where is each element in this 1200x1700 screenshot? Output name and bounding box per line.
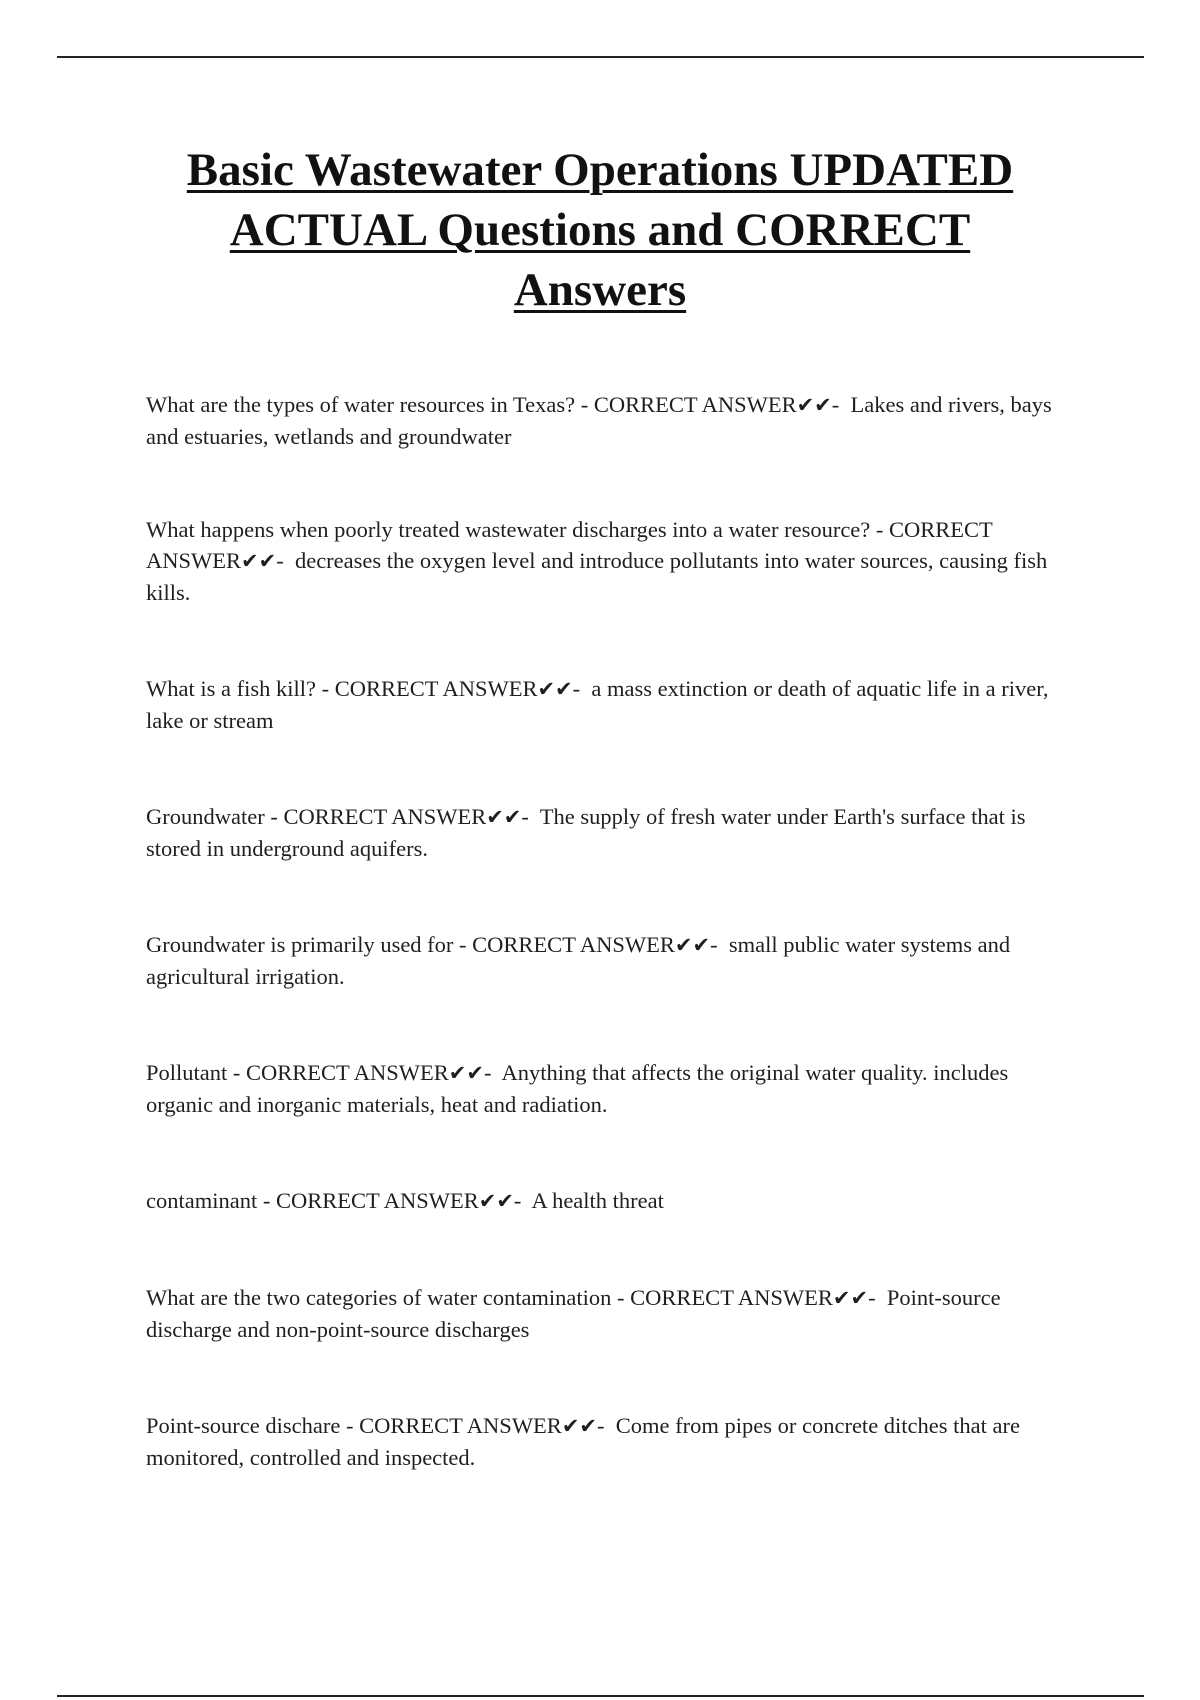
question-text: What are the types of water resources in Texas? -	[146, 392, 589, 417]
checkmark-icon: ✔✔	[486, 805, 522, 829]
question-text: What is a fish kill? -	[146, 676, 330, 701]
question-text: Groundwater is primarily used for -	[146, 932, 467, 957]
checkmark-icon: ✔✔	[478, 1189, 514, 1213]
question-text: What happens when poorly treated wastewater discharges into a water resource? -	[146, 517, 884, 542]
checkmark-icon: ✔✔	[561, 1414, 598, 1438]
answer-text: a mass extinction or death of aquatic life in a river, lake or stream	[146, 676, 1049, 733]
answer-marker: CORRECT ANSWER	[630, 1285, 833, 1310]
checkmark-icon: ✔✔	[448, 1061, 484, 1085]
answer-text: The supply of fresh water under Earth's surface that is stored in underground aquifers.	[146, 804, 1026, 861]
document-title-text: Basic Wastewater Operations UPDATED ACTUAL Questions and CORRECT Answers	[186, 144, 1014, 316]
answer-marker: CORRECT ANSWER	[334, 676, 538, 701]
qa-item: What are the types of water resources in Texas? - CORRECT ANSWER✔✔- Lakes and rivers, bays and estuaries, wetlands and groundwater	[146, 392, 1052, 449]
answer-text: decreases the oxygen level and introduce pollutants into water sources, causing fish kills.	[146, 548, 1048, 605]
answer-text: Lakes and rivers, bays and estuaries, wetlands and groundwater	[146, 392, 1052, 449]
answer-marker: CORRECT ANSWER	[593, 392, 797, 417]
checkmark-icon: ✔✔	[537, 677, 573, 701]
answer-marker: CORRECT ANSWER	[275, 1188, 479, 1213]
qa-item: Pollutant - CORRECT ANSWER✔✔- Anything that affects the original water quality. includes organic and inorganic materials, heat and radiation.	[146, 1060, 1009, 1117]
checkmark-icon: ✔✔	[832, 1286, 869, 1310]
qa-item: What is a fish kill? - CORRECT ANSWER✔✔- a mass extinction or death of aquatic life in a river, lake or stream	[146, 676, 1049, 733]
qa-item: What are the two categories of water contamination - CORRECT ANSWER✔✔- Point-source discharge and non-point-source discharges	[146, 1285, 1001, 1342]
question-text: Pollutant -	[146, 1060, 241, 1085]
qa-item: Groundwater is primarily used for - CORRECT ANSWER✔✔- small public water systems and agricultural irrigation.	[146, 932, 1011, 989]
answer-text: A health threat	[531, 1188, 664, 1213]
answer-text: Come from pipes or concrete ditches that are monitored, controlled and inspected.	[146, 1413, 1020, 1470]
answer-text: Anything that affects the original water quality. includes organic and inorganic materials, heat and radiation.	[146, 1060, 1009, 1117]
qa-item: Groundwater - CORRECT ANSWER✔✔- The supply of fresh water under Earth's surface that is stored in underground aquifers.	[146, 804, 1026, 861]
top-rule	[57, 56, 1144, 58]
answer-marker: CORRECT ANSWER	[246, 1060, 449, 1085]
checkmark-icon: ✔✔	[674, 933, 711, 957]
answer-marker: CORRECT ANSWER	[146, 517, 993, 573]
bottom-rule	[57, 1695, 1144, 1697]
question-text: contaminant -	[146, 1188, 271, 1213]
checkmark-icon: ✔✔	[796, 393, 832, 417]
answer-marker: CORRECT ANSWER	[359, 1413, 562, 1438]
checkmark-icon: ✔✔	[241, 549, 277, 573]
answer-text: Point-source discharge and non-point-source discharges	[146, 1285, 1001, 1342]
answer-text: small public water systems and agricultural irrigation.	[146, 932, 1011, 989]
qa-item: contaminant - CORRECT ANSWER✔✔- A health threat	[146, 1188, 664, 1213]
document-title	[150, 140, 1050, 320]
qa-list	[146, 389, 1066, 1473]
question-text: Point-source dischare -	[146, 1413, 354, 1438]
question-text: What are the two categories of water contamination -	[146, 1285, 625, 1310]
question-text: Groundwater -	[146, 804, 278, 829]
answer-marker: CORRECT ANSWER	[283, 804, 487, 829]
answer-marker: CORRECT ANSWER	[472, 932, 675, 957]
qa-item: What happens when poorly treated wastewater discharges into a water resource? - CORRECT ANSWER✔✔- decreases the oxygen level and introduce pollutants into water sources, causing fish kills.	[146, 517, 1048, 605]
qa-item: Point-source dischare - CORRECT ANSWER✔✔- Come from pipes or concrete ditches that are monitored, controlled and inspected.	[146, 1413, 1020, 1470]
